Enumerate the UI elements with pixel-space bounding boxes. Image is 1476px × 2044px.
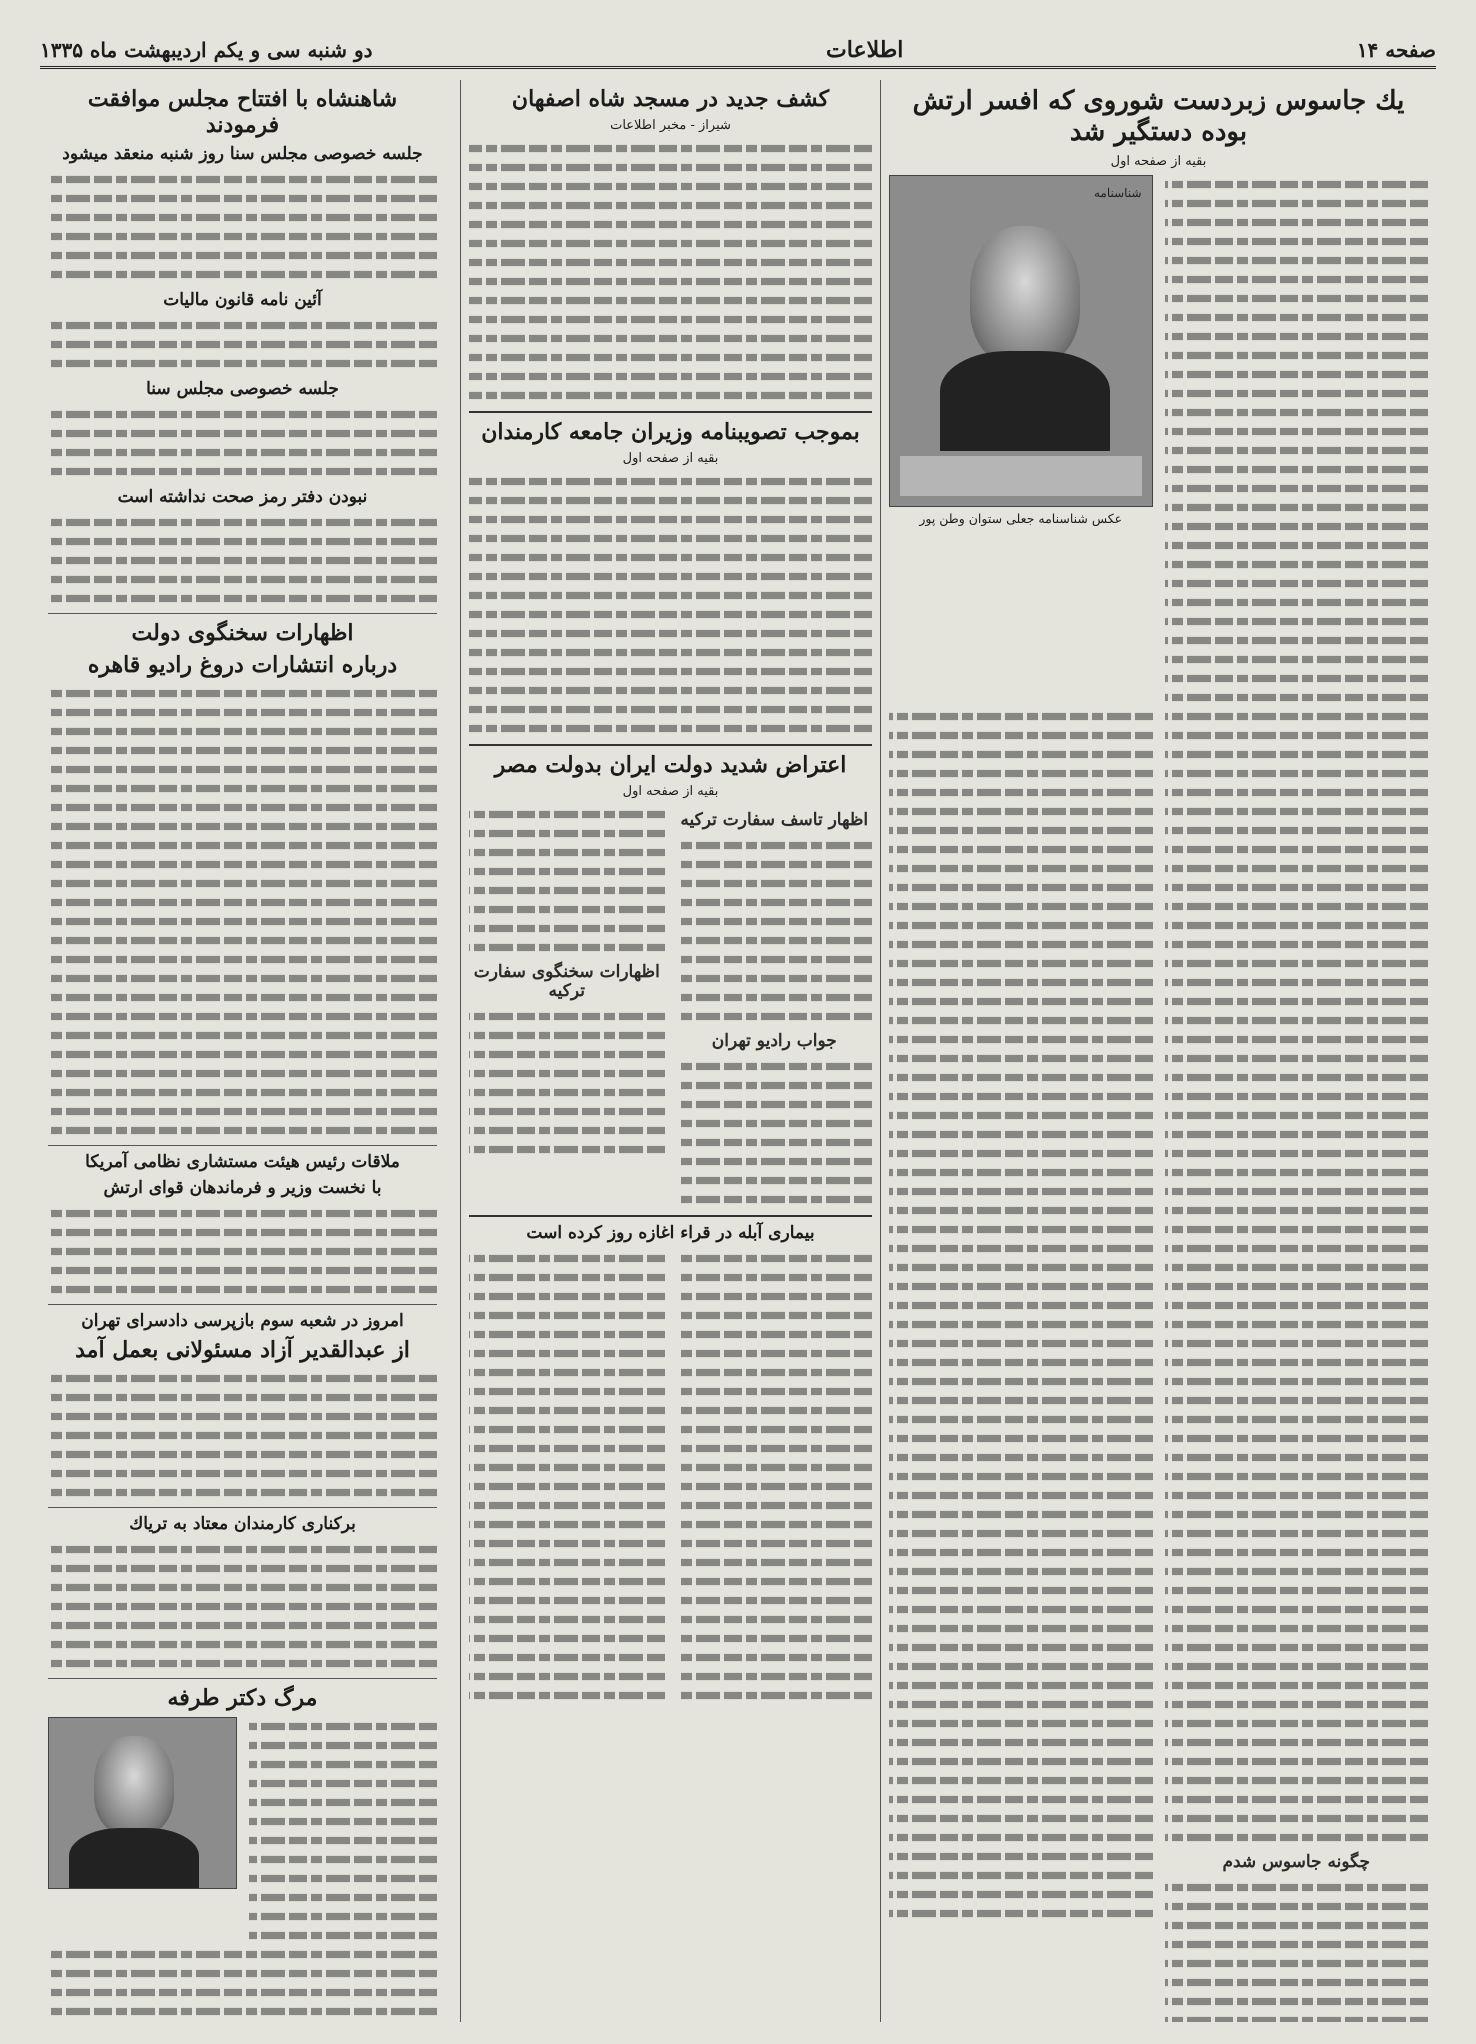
subheadline-how-spy: چگونه جاسوس شدم xyxy=(1222,1852,1371,1873)
issue-date: دو شنبه سی و یکم اردیبهشت ماه ۱۳۳۵ xyxy=(40,38,373,62)
headline-egypt-protest: اعتراض شدید دولت ایران بدولت مصر xyxy=(494,752,847,778)
headline-spy: یك جاسوس زبردست شوروی كه افسر ارتش بوده دستگیر شد xyxy=(912,86,1405,148)
headline-radio-cairo: درباره انتشارات دروغ رادیو قاهره xyxy=(87,652,398,678)
sub-tax-law: آئین نامه قانون مالیات xyxy=(163,290,322,310)
sub-senate-session: جلسه خصوصی مجلس سنا روز شنبه منعقد میشود xyxy=(62,144,423,164)
gutter xyxy=(445,80,460,2022)
columns xyxy=(40,80,1436,2022)
portrait-photo xyxy=(48,1717,237,1889)
page-number: صفحه ۱۴ xyxy=(1356,38,1436,62)
column-left xyxy=(40,80,445,2022)
id-card-photo xyxy=(889,175,1153,507)
article-text xyxy=(1165,175,1429,707)
photo-caption: عكس شناسنامه جعلی ستوان وطن پور xyxy=(919,511,1123,527)
sub-army-commanders: با نخست وزیر و فرماندهان قوای ارتش xyxy=(103,1178,382,1198)
headline-opium: بركناری كارمندان معتاد به تریاك xyxy=(129,1514,356,1534)
headline-spokesman: اظهارات سخنگوی دولت xyxy=(131,620,354,646)
column-right xyxy=(880,80,1436,2022)
headline-us-mission: ملاقات رئیس هیئت مستشاری نظامی آمریكا xyxy=(85,1152,400,1172)
headline-isfahan: كشف جدید در مسجد شاه اصفهان xyxy=(511,86,830,112)
continued-note: بقیه از صفحه اول xyxy=(1110,154,1207,170)
masthead xyxy=(40,34,1436,69)
sub-senate-private: جلسه خصوصی مجلس سنا xyxy=(146,379,339,399)
headline-death: مرگ دكتر طرفه xyxy=(167,1685,318,1711)
sub-code-book: نبودن دفتر رمز صحت نداشته است xyxy=(117,487,368,507)
sub-turkey-spokesman: اظهارات سخنگوی سفارت تركیه xyxy=(473,962,660,1001)
headline-abdolghadir: از عبدالقدیر آزاد مسئولانی بعمل آمد xyxy=(75,1337,410,1363)
headline-smallpox: بیماری آبله در قراء اغازه روز كرده است xyxy=(526,1223,815,1243)
sub-radio-tehran: جواب رادیو تهران xyxy=(711,1031,837,1051)
continued-note-2: بقیه از صفحه اول xyxy=(622,451,719,466)
paper-name: اطلاعات xyxy=(826,37,904,63)
continued-note-3: بقیه از صفحه اول xyxy=(622,784,719,799)
byline-shiraz: شیراز - مخبر اطلاعات xyxy=(610,118,731,133)
column-middle xyxy=(460,80,880,2022)
headline-prosecutor: امروز در شعبه سوم بازپرسی دادسرای تهران xyxy=(81,1311,404,1331)
sub-turkey-regret: اظهار تاسف سفارت تركیه xyxy=(680,810,869,830)
headline-shah: شاهنشاه با افتتاح مجلس موافقت فرمودند xyxy=(87,86,398,138)
photo-label: شناسنامه xyxy=(1093,186,1142,201)
headline-employees: بموجب تصویبنامه وزیران جامعه كارمندان xyxy=(481,419,860,445)
